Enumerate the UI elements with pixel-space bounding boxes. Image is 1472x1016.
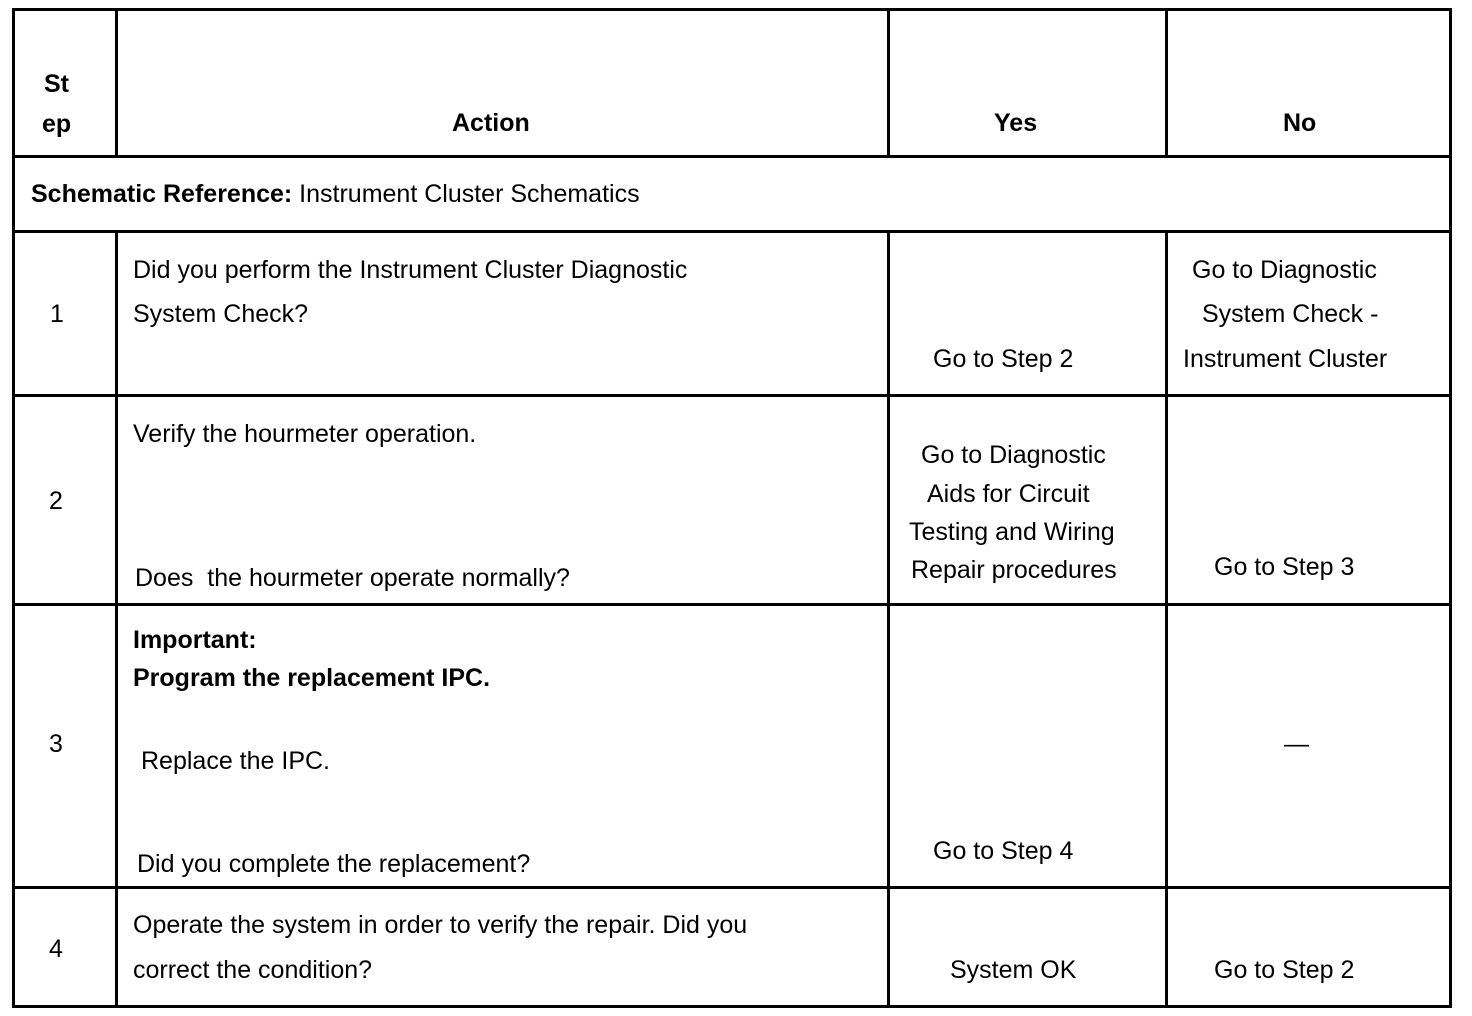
header-step-line1: St [44,70,69,98]
row2-yes-line4: Repair procedures [911,556,1117,584]
schematic-reference [31,182,640,207]
col-divider-step-header [115,8,118,158]
step-3: 3 [49,730,63,758]
row-divider-3 [12,886,1452,889]
row2-yes-line1: Go to Diagnostic [921,441,1106,469]
row2-yes-line3: Testing and Wiring [909,518,1115,546]
schematic-label: Schematic Reference: [31,180,293,208]
step-1: 1 [50,300,64,328]
schematic-value: Instrument Cluster Schematics [292,180,640,208]
row1-no-line3: Instrument Cluster [1183,345,1388,373]
row1-yes: Go to Step 2 [933,345,1074,373]
row3-important-text: Program the replacement IPC. [133,664,491,692]
header-divider [12,155,1452,158]
header-no: No [1283,109,1317,137]
row1-action-line2: System Check? [133,300,309,328]
row4-no: Go to Step 2 [1214,956,1355,984]
row4-action-line1: Operate the system in order to verify the repair. Did you [133,911,748,939]
row2-action-line1: Verify the hourmeter operation. [133,420,477,448]
header-action: Action [452,109,530,137]
row2-yes-line2: Aids for Circuit [927,480,1090,508]
row1-no-line1: Go to Diagnostic [1192,256,1377,284]
col-divider-step [115,230,118,1008]
step-4: 4 [49,935,63,963]
row2-action-line2: Does the hourmeter operate normally? [135,564,570,592]
step-2: 2 [49,487,63,515]
row3-important-label: Important: [133,626,257,654]
row3-yes: Go to Step 4 [933,837,1074,865]
row3-action-line2: Did you complete the replacement? [137,850,531,878]
col-divider-yes-header [887,8,890,158]
col-divider-yes [887,230,890,1008]
row1-no-line2: System Check - [1202,300,1379,328]
header-yes: Yes [994,109,1038,137]
row3-no: — [1284,730,1309,758]
row2-no: Go to Step 3 [1214,553,1355,581]
schematic-divider [12,230,1452,233]
row3-action-line1: Replace the IPC. [141,747,330,775]
col-divider-no-header [1165,8,1168,158]
row-divider-2 [12,603,1452,606]
row1-action-line1: Did you perform the Instrument Cluster Diagnostic [133,256,688,284]
row4-action-line2: correct the condition? [133,956,373,984]
header-step-line2: ep [42,110,72,138]
col-divider-no [1165,230,1168,1008]
row-divider-1 [12,394,1452,397]
row4-yes: System OK [950,956,1077,984]
